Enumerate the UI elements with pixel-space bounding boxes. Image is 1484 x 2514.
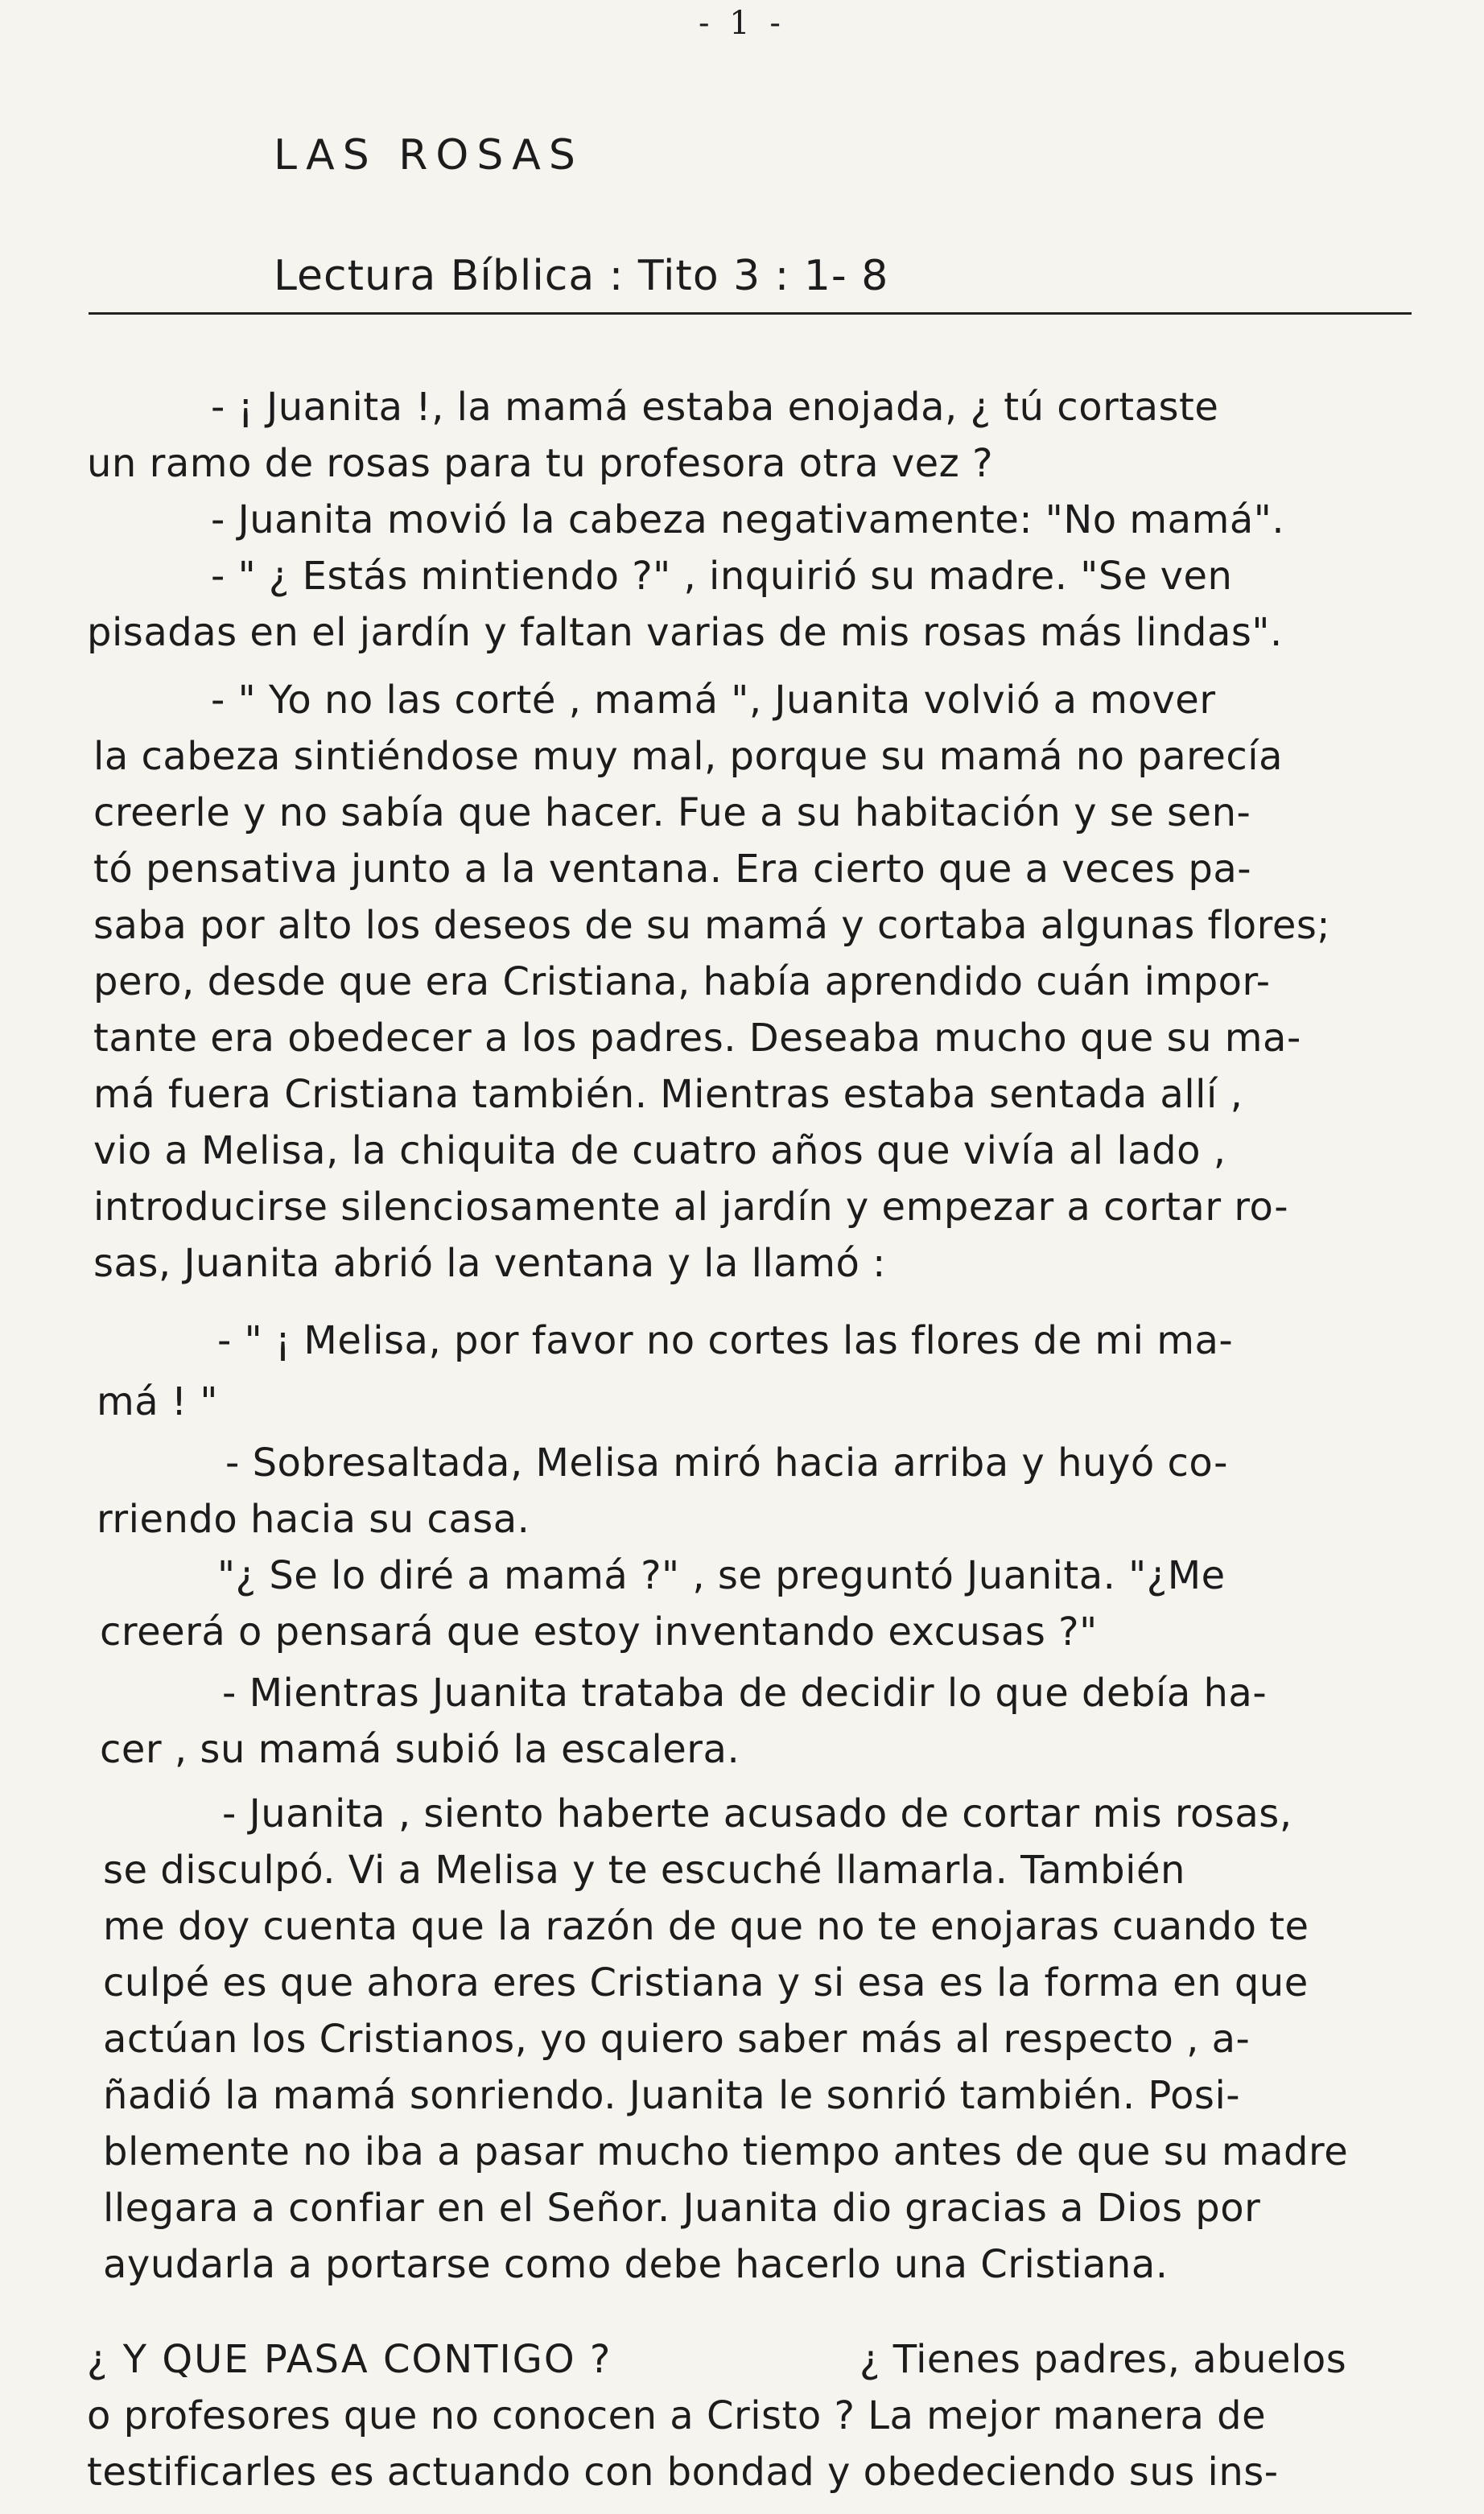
story-line: vio a Melisa, la chiquita de cuatro años que vivía al lado , bbox=[93, 1128, 1226, 1173]
story-line: - " ¿ Estás mintiendo ?" , inquirió su madre. "Se ven bbox=[211, 554, 1233, 599]
story-line: - Juanita , siento haberte acusado de cortar mis rosas, bbox=[222, 1791, 1292, 1836]
story-line: se disculpó. Vi a Melisa y te escuché llamarla. También bbox=[103, 1848, 1185, 1893]
story-line: un ramo de rosas para tu profesora otra vez ? bbox=[87, 441, 994, 486]
application-heading: ¿ Y QUE PASA CONTIGO ? bbox=[87, 2337, 612, 2382]
story-line: blemente no iba a pasar mucho tiempo antes de que su madre bbox=[103, 2129, 1349, 2174]
page-title: LAS ROSAS bbox=[274, 131, 583, 179]
story-line: sas, Juanita abrió la ventana y la llamó : bbox=[93, 1241, 886, 1286]
story-line: saba por alto los deseos de su mamá y cortaba algunas flores; bbox=[93, 903, 1331, 948]
story-line: "¿ Se lo diré a mamá ?" , se preguntó Juanita. "¿Me bbox=[217, 1553, 1226, 1598]
story-line: pisadas en el jardín y faltan varias de mis rosas más lindas". bbox=[87, 610, 1283, 655]
story-line: - " ¡ Melisa, por favor no cortes las flores de mi ma- bbox=[217, 1318, 1234, 1363]
story-line: creerle y no sabía que hacer. Fue a su habitación y se sen- bbox=[93, 790, 1251, 835]
story-line: rriendo hacia su casa. bbox=[97, 1497, 530, 1542]
story-line: culpé es que ahora eres Cristiana y si esa es la forma en que bbox=[103, 1960, 1309, 2005]
story-line: ñadió la mamá sonriendo. Juanita le sonrió también. Posi- bbox=[103, 2073, 1241, 2118]
story-line: - " Yo no las corté , mamá ", Juanita volvió a mover bbox=[211, 678, 1216, 723]
page-number: - 1 - bbox=[699, 5, 785, 42]
story-line: me doy cuenta que la razón de que no te enojaras cuando te bbox=[103, 1904, 1309, 1949]
story-line: ayudarla a portarse como debe hacerlo una Cristiana. bbox=[103, 2242, 1169, 2287]
application-line: o profesores que no conocen a Cristo ? La mejor manera de bbox=[87, 2393, 1267, 2438]
story-line: - Sobresaltada, Melisa miró hacia arriba y huyó co- bbox=[225, 1440, 1228, 1486]
story-line: - ¡ Juanita !, la mamá estaba enojada, ¿ tú cortaste bbox=[211, 385, 1219, 430]
application-line: testificarles es actuando con bondad y obedeciendo sus ins- bbox=[87, 2450, 1279, 2495]
bible-reading-reference: Lectura Bíblica : Tito 3 : 1- 8 bbox=[274, 252, 889, 300]
story-line: pero, desde que era Cristiana, había aprendido cuán impor- bbox=[93, 959, 1271, 1004]
application-line: ¿ Tienes padres, abuelos bbox=[859, 2337, 1347, 2382]
story-line: llegara a confiar en el Señor. Juanita dio gracias a Dios por bbox=[103, 2186, 1261, 2231]
story-line: tó pensativa junto a la ventana. Era cierto que a veces pa- bbox=[93, 847, 1252, 892]
title-divider bbox=[89, 312, 1412, 315]
story-line: má ! " bbox=[97, 1379, 219, 1424]
story-line: - Mientras Juanita trataba de decidir lo que debía ha- bbox=[222, 1671, 1268, 1716]
story-line: la cabeza sintiéndose muy mal, porque su mamá no parecía bbox=[93, 734, 1284, 779]
story-line: creerá o pensará que estoy inventando excusas ?" bbox=[100, 1609, 1098, 1655]
story-line: - Juanita movió la cabeza negativamente: "No mamá". bbox=[211, 497, 1285, 542]
story-line: cer , su mamá subió la escalera. bbox=[100, 1727, 740, 1772]
story-line: tante era obedecer a los padres. Deseaba mucho que su ma- bbox=[93, 1016, 1301, 1061]
story-line: introducirse silenciosamente al jardín y empezar a cortar ro- bbox=[93, 1185, 1289, 1230]
story-line: má fuera Cristiana también. Mientras estaba sentada allí , bbox=[93, 1072, 1243, 1117]
story-line: actúan los Cristianos, yo quiero saber más al respecto , a- bbox=[103, 2017, 1251, 2062]
